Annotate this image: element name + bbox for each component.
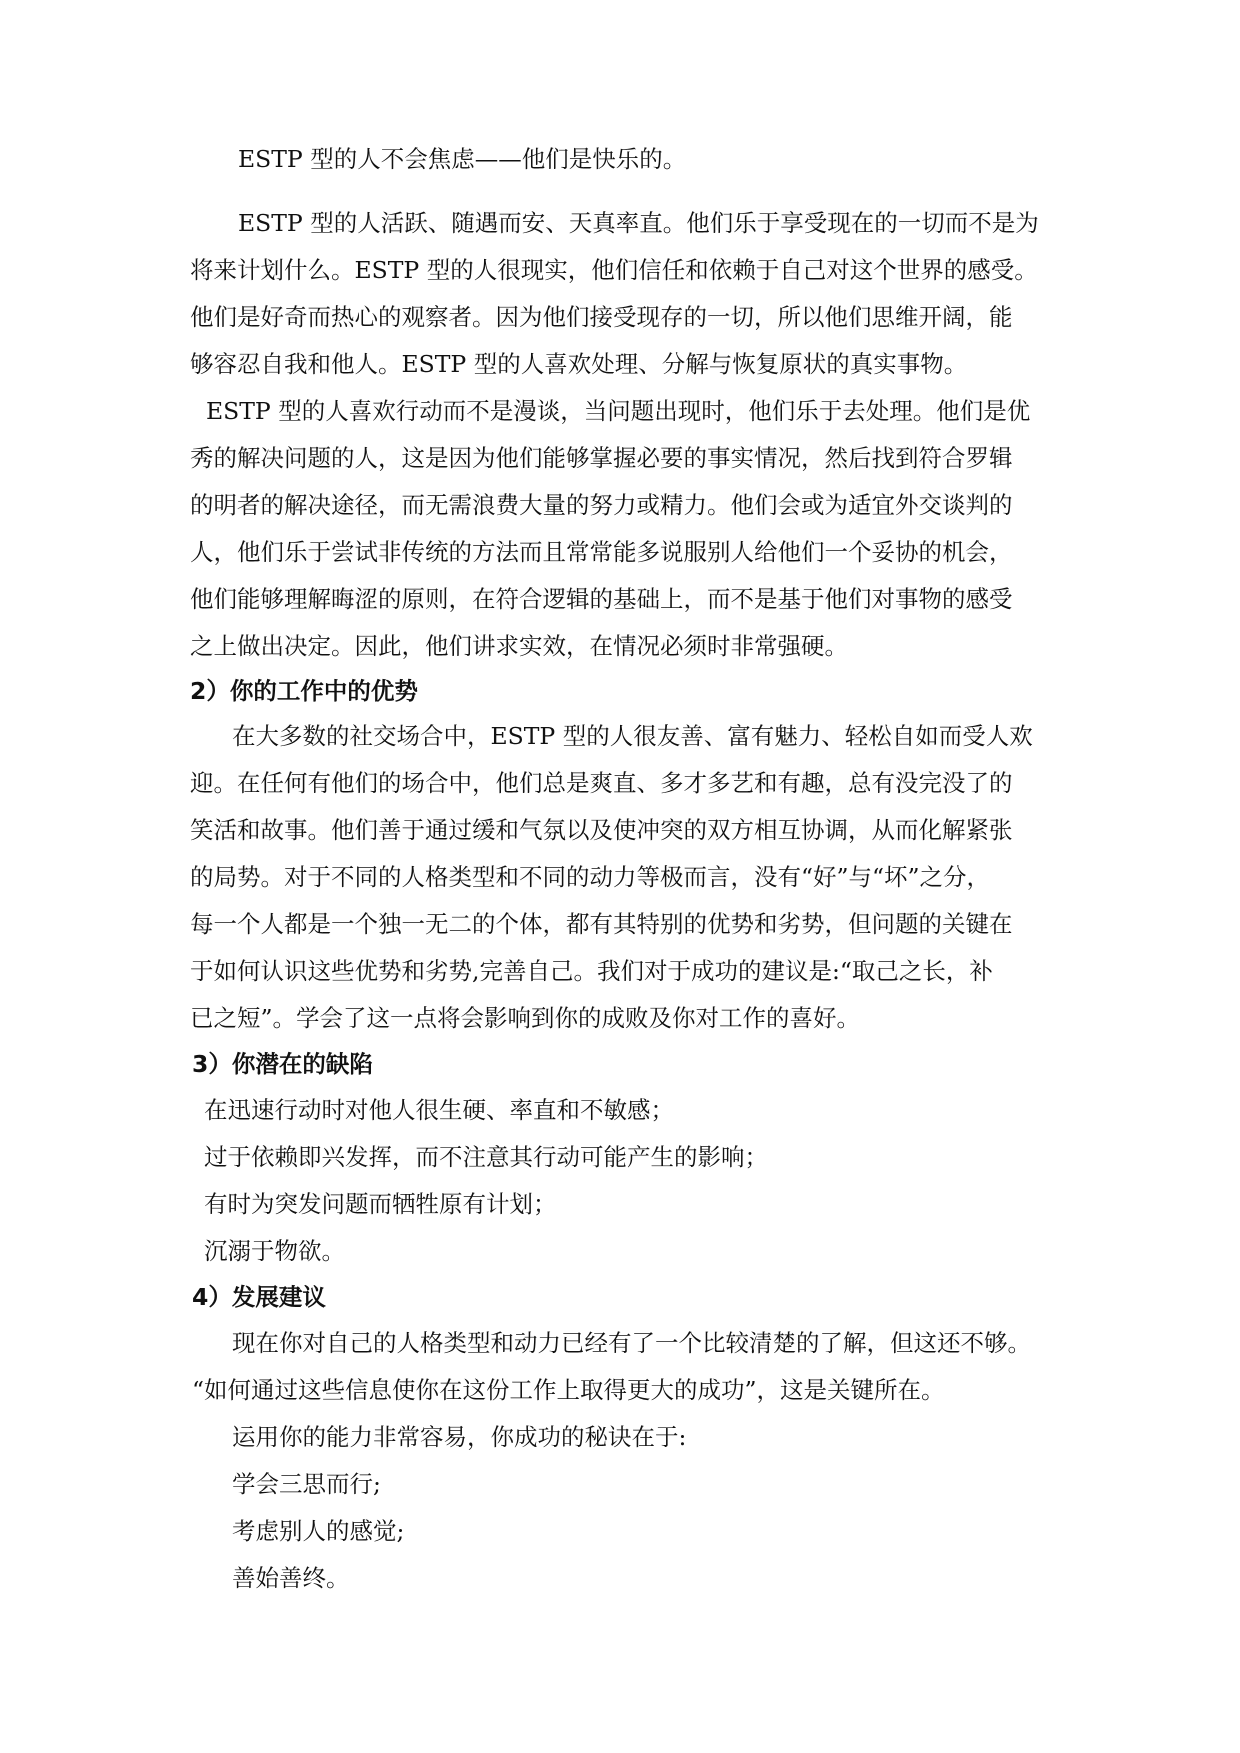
section4-line-4: 学会三思而行;: [232, 1470, 381, 1498]
section3-line-4: 沉溺于物欲。: [204, 1237, 345, 1265]
section2-line-5: 每一个人都是一个独一无二的个体，都有其特别的优势和劣势，但问题的关键在: [190, 910, 1013, 938]
section4-line-2: “如何通过这些信息使你在这份工作上取得更大的成功”，这是关键所在。: [192, 1376, 945, 1404]
para2-line-1: ESTP 型的人喜欢行动而不是漫谈，当问题出现时，他们乐于去处理。他们是优: [206, 397, 1031, 425]
section2-line-7: 已之短”。学会了这一点将会影响到你的成败及你对工作的喜好。: [190, 1004, 861, 1032]
section2-line-6: 于如何认识这些优势和劣势,完善自己。我们对于成功的建议是:“取己之长，补: [190, 957, 993, 985]
section4-line-5: 考虑别人的感觉;: [232, 1517, 405, 1545]
para2-line-2: 秀的解决问题的人，这是因为他们能够掌握必要的事实情况，然后找到符合罗辑: [190, 444, 1013, 472]
section4-line-1: 现在你对自己的人格类型和动力已经有了一个比较清楚的了解，但这还不够。: [232, 1329, 1031, 1357]
section2-line-2: 迎。在任何有他们的场合中，他们总是爽直、多才多艺和有趣，总有没完没了的: [190, 769, 1013, 797]
para1-line-3: 他们是好奇而热心的观察者。因为他们接受现存的一切，所以他们思维开阔，能: [190, 303, 1013, 331]
para2-line-5: 他们能够理解晦涩的原则，在符合逻辑的基础上，而不是基于他们对事物的感受: [190, 585, 1013, 613]
section4-line-6: 善始善终。: [232, 1564, 350, 1592]
section3-line-1: 在迅速行动时对他人很生硬、率直和不敏感；: [204, 1096, 674, 1124]
para1-line-2: 将来计划什么。ESTP 型的人很现实，他们信任和依赖于自己对这个世界的感受。: [190, 256, 1038, 284]
section-heading-strengths: 2）你的工作中的优势: [190, 677, 418, 705]
section-heading-suggestions: 4）发展建议: [192, 1283, 326, 1311]
para1-line-1: ESTP 型的人活跃、随遇而安、天真率直。他们乐于享受现在的一切而不是为: [238, 209, 1039, 237]
section-heading-weaknesses: 3）你潜在的缺陷: [192, 1050, 373, 1078]
section4-line-3: 运用你的能力非常容易，你成功的秘诀在于:: [232, 1423, 687, 1451]
para1-line-4: 够容忍自我和他人。ESTP 型的人喜欢处理、分解与恢复原状的真实事物。: [190, 350, 968, 378]
para2-line-4: 人，他们乐于尝试非传统的方法而且常常能多说服别人给他们一个妥协的机会，: [190, 538, 1013, 566]
section3-line-3: 有时为突发问题而牺牲原有计划；: [204, 1190, 557, 1218]
section3-line-2: 过于依赖即兴发挥，而不注意其行动可能产生的影响；: [204, 1143, 768, 1171]
section2-line-4: 的局势。对于不同的人格类型和不同的动力等极而言，没有“好”与“坏”之分，: [190, 863, 991, 891]
intro-line: ESTP 型的人不会焦虑——他们是快乐的。: [238, 145, 687, 173]
para2-line-3: 的明者的解决途径，而无需浪费大量的努力或精力。他们会或为适宜外交谈判的: [190, 491, 1013, 519]
para2-line-6: 之上做出决定。因此，他们讲求实效，在情况必须时非常强硬。: [190, 632, 848, 660]
section2-line-3: 笑活和故事。他们善于通过缓和气氛以及使冲突的双方相互协调，从而化解紧张: [190, 816, 1013, 844]
section2-line-1: 在大多数的社交场合中，ESTP 型的人很友善、富有魅力、轻松自如而受人欢: [232, 722, 1033, 750]
